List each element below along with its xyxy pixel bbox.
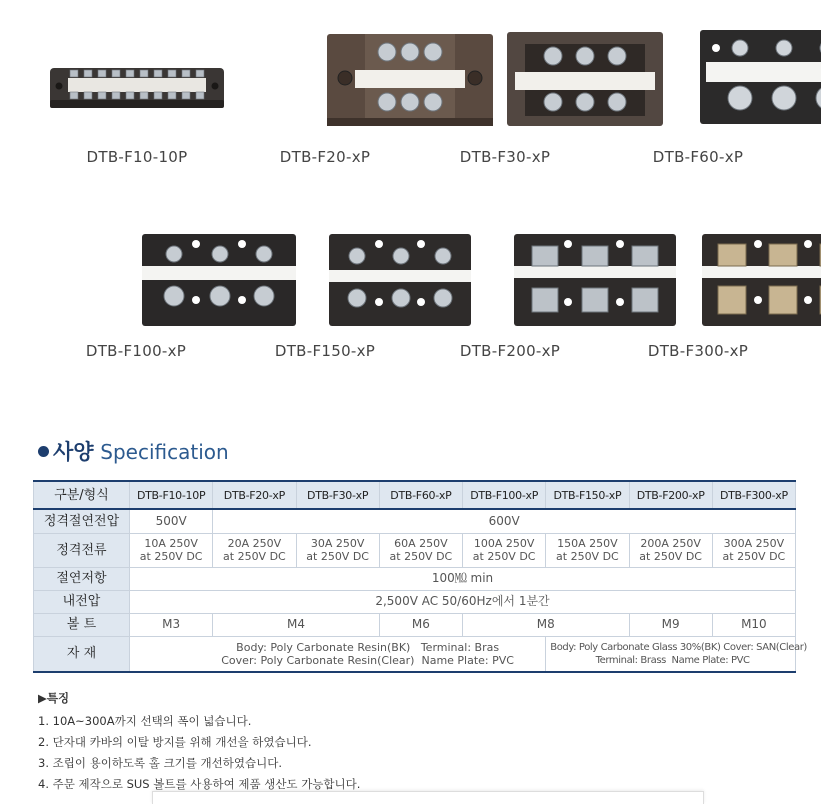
product-model-label: DTB-F150-xP: [274, 342, 376, 360]
list-item: 1. 10A~300A까지 선택의 폭이 넓습니다.: [38, 714, 252, 728]
product-model-label: DTB-F100-xP: [85, 342, 187, 360]
table-cell: M9: [629, 613, 712, 636]
table-cell: [296, 533, 379, 567]
bullet-dot-icon: [38, 446, 49, 457]
model-header: DTB-F30-xP: [296, 481, 379, 509]
cell-line: at 250V DC: [639, 550, 702, 563]
table-cell: 600V: [213, 509, 796, 533]
product-model-label: DTB-F30-xP: [459, 148, 551, 166]
cell-line: at 250V DC: [306, 550, 369, 563]
product-model-label: DTB-F20-xP: [279, 148, 371, 166]
table-cell: [130, 636, 546, 672]
list-item: 2. 단자대 카바의 이탈 방지를 위해 개선을 하였습니다.: [38, 735, 312, 749]
table-cell: M3: [130, 613, 213, 636]
product-card-f300: [612, 232, 784, 368]
cell-line: at 250V DC: [139, 550, 203, 563]
table-cell: [463, 533, 546, 567]
row-label: 내전압: [34, 590, 130, 613]
product-model-label: DTB-F60-xP: [652, 148, 744, 166]
table-cell: [629, 533, 712, 567]
table-cell: M10: [712, 613, 795, 636]
table-cell: M8: [463, 613, 630, 636]
product-card-f150: [250, 232, 400, 368]
terminal-block-image-f60: [698, 28, 821, 126]
product-card-f200: [425, 232, 595, 368]
table-cell: 100㏁ min: [130, 567, 796, 590]
features-section: [38, 690, 360, 797]
table-cell: M4: [213, 613, 380, 636]
model-header: DTB-F300-xP: [712, 481, 795, 509]
table-row: [34, 613, 796, 636]
product-card-f30: [425, 30, 585, 180]
product-model-label: DTB-F200-xP: [459, 342, 561, 360]
table-cell: [712, 533, 795, 567]
table-cell: M6: [379, 613, 462, 636]
terminal-block-image-f300: [698, 232, 821, 328]
model-header: DTB-F60-xP: [379, 481, 462, 509]
cell-line: 100A 250V: [473, 537, 535, 550]
model-header: DTB-F10-10P: [130, 481, 213, 509]
heading-korean: 사양: [53, 440, 94, 464]
model-header: DTB-F150-xP: [546, 481, 629, 509]
model-header: DTB-F20-xP: [213, 481, 296, 509]
material-line: Body: Poly Carbonate Glass 30%(BK) Cover: SAN(Clear): [550, 641, 807, 653]
model-header: DTB-F200-xP: [629, 481, 712, 509]
cell-line: 30A 250V: [310, 537, 365, 550]
table-row: [34, 533, 796, 567]
cell-line: 200A 250V: [640, 537, 701, 550]
spec-section-heading: [38, 436, 229, 466]
cell-line: at 250V DC: [223, 550, 286, 563]
table-row: [34, 636, 796, 672]
cell-line: 20A 250V: [227, 537, 282, 550]
table-cell: 500V: [130, 509, 213, 533]
table-cell: [130, 533, 213, 567]
cell-line: 150A 250V: [557, 537, 618, 550]
list-item: 3. 조립이 용이하도록 홀 크기를 개선하였습니다.: [38, 756, 282, 770]
material-line: Terminal: Brass Name Plate: PVC: [595, 654, 750, 666]
model-header: DTB-F100-xP: [463, 481, 546, 509]
product-card-f100: [50, 230, 222, 368]
table-row: [34, 590, 796, 613]
table-cell: [546, 533, 629, 567]
product-model-label: DTB-F10-10P: [86, 148, 188, 166]
header-label: 구분/형식: [34, 481, 130, 509]
material-line: Body: Poly Carbonate Resin(BK) Terminal: Bras: [236, 640, 500, 654]
table-row: [34, 567, 796, 590]
product-card-f60: [612, 28, 784, 180]
row-label: 정격전류: [34, 533, 130, 567]
cell-line: 300A 250V: [723, 537, 785, 550]
cell-line: at 250V DC: [722, 550, 786, 563]
product-model-label: DTB-F300-xP: [647, 342, 749, 360]
list-item: 4. 주문 제작으로 SUS 볼트를 사용하여 제품 생산도 가능합니다.: [38, 777, 361, 791]
heading-english: Specification: [100, 440, 229, 464]
spec-table: [33, 480, 807, 673]
table-row: [34, 509, 796, 533]
table-cell: [546, 636, 807, 672]
features-title: ▶특징: [38, 691, 70, 705]
cell-line: at 250V DC: [556, 550, 619, 563]
table-cell: [379, 533, 462, 567]
product-card-f20: [240, 30, 410, 180]
row-label: 정격절연전압: [34, 509, 130, 533]
bottom-panel-edge: [152, 791, 704, 804]
product-card-f10: [48, 55, 226, 180]
row-label: 절연저항: [34, 567, 130, 590]
table-header-row: [34, 481, 796, 509]
cell-line: 10A 250V: [144, 537, 198, 550]
cell-line: at 250V DC: [472, 550, 536, 563]
material-line: Cover: Poly Carbonate Resin(Clear) Name Plate: PVC: [221, 653, 514, 667]
table-cell: 2,500V AC 50/60Hz에서 1분간: [130, 590, 796, 613]
cell-line: at 250V DC: [389, 550, 453, 563]
terminal-block-image-f10: [50, 60, 224, 115]
row-label: 볼 트: [34, 613, 130, 636]
table-cell: [213, 533, 296, 567]
cell-line: 60A 250V: [394, 537, 448, 550]
row-label: 자 재: [34, 636, 130, 672]
